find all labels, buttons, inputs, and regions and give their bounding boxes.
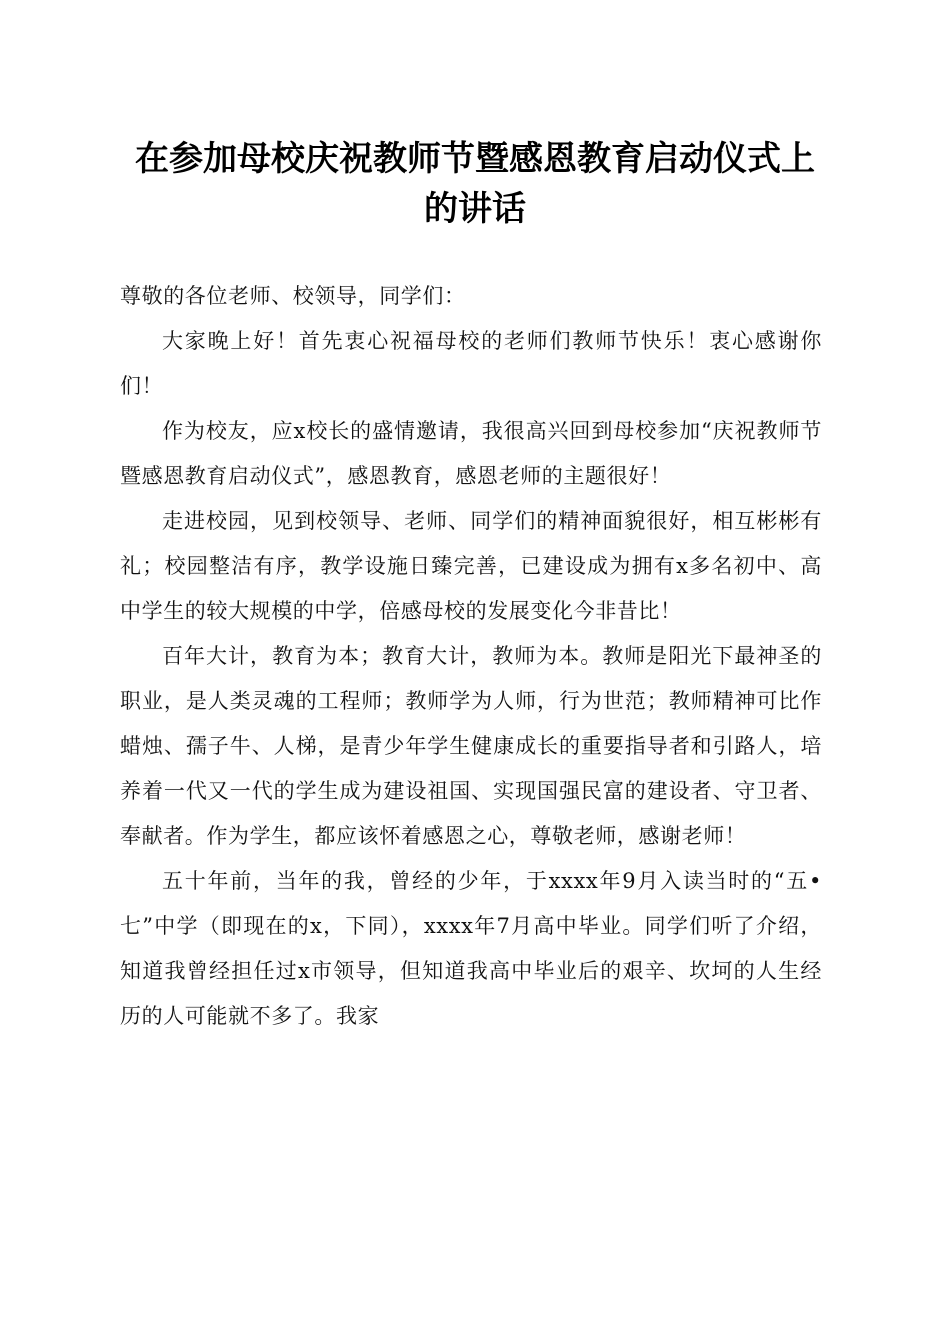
paragraph-5: 五十年前，当年的我，曾经的少年，于xxxx年9月入读当时的“五•七”中学（即现在的x，下同），xxxx年7月高中毕业。同学们听了介绍，知道我曾经担任过x市领导，但知道我高中毕业后的艰辛、坎坷的人生经历的人可能就不多了。我家	[120, 869, 822, 1028]
salutation: 尊敬的各位老师、校领导，同学们：	[120, 284, 466, 308]
paragraph-3: 走进校园，见到校领导、老师、同学们的精神面貌很好，相互彬彬有礼；校园整洁有序，教学设施日臻完善，已建设成为拥有x多名初中、高中学生的较大规模的中学，倍感母校的发展变化今非昔比！	[120, 509, 822, 623]
document-body	[120, 274, 822, 1039]
document-title-line-1: 在参加母校庆祝教师节暨感恩教育启动仪式上	[135, 139, 815, 179]
paragraph-2: 作为校友，应x校长的盛情邀请，我很高兴回到母校参加“庆祝教师节暨感恩教育启动仪式”，感恩教育，感恩老师的主题很好！	[120, 419, 822, 488]
document-title-line-2: 的讲话	[424, 189, 526, 229]
paragraph-1: 大家晚上好！首先衷心祝福母校的老师们教师节快乐！衷心感谢你们！	[120, 329, 822, 398]
paragraph-4: 百年大计，教育为本；教育大计，教师为本。教师是阳光下最神圣的职业，是人类灵魂的工程师；教师学为人师，行为世范；教师精神可比作蜡烛、孺子牛、人梯，是青少年学生健康成长的重要指导者和引路人，培养着一代又一代的学生成为建设祖国、实现国强民富的建设者、守卫者、奉献者。作为学生，都应该怀着感恩之心，尊敬老师，感谢老师！	[120, 644, 822, 848]
